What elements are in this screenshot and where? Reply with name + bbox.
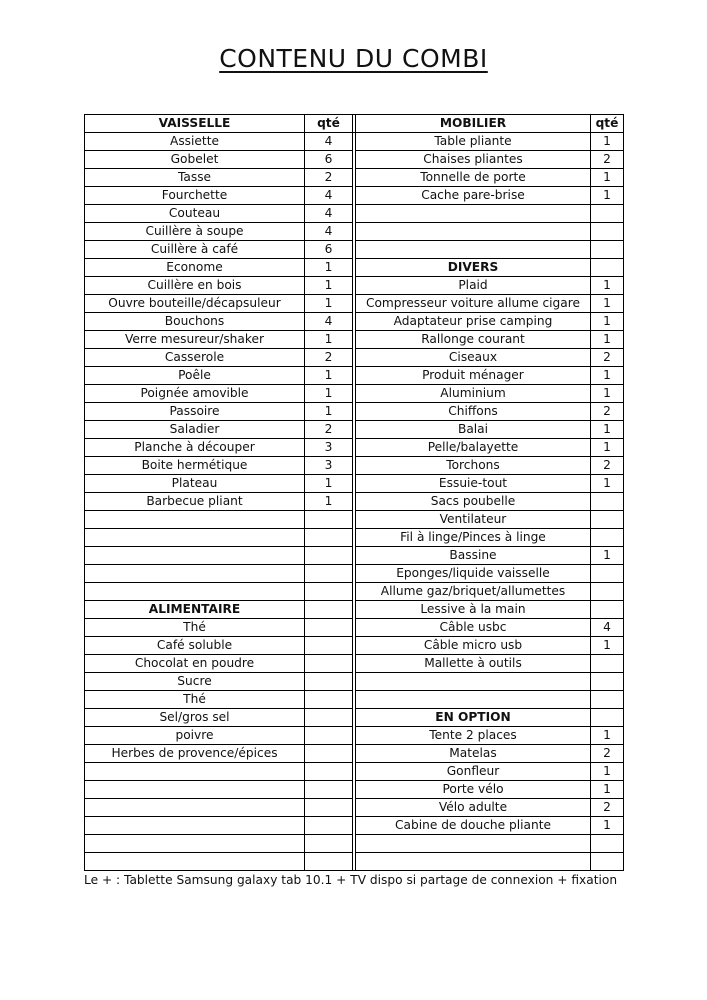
right-item-cell bbox=[356, 241, 591, 259]
left-qty-cell: 3 bbox=[305, 439, 353, 457]
table-row bbox=[85, 367, 624, 385]
table-row bbox=[85, 835, 624, 853]
right-item-cell bbox=[356, 223, 591, 241]
left-qty-cell bbox=[305, 673, 353, 691]
left-qty-cell: 2 bbox=[305, 421, 353, 439]
right-qty-cell bbox=[591, 241, 624, 259]
left-qty-cell bbox=[305, 583, 353, 601]
left-qty-cell bbox=[305, 853, 353, 871]
left-item-cell: Tasse bbox=[85, 169, 305, 187]
header-vaisselle: VAISSELLE bbox=[85, 115, 305, 133]
right-qty-cell: 1 bbox=[591, 475, 624, 493]
right-qty-cell bbox=[591, 259, 624, 277]
left-item-cell: Bouchons bbox=[85, 313, 305, 331]
table-row bbox=[85, 817, 624, 835]
left-item-cell: Fourchette bbox=[85, 187, 305, 205]
right-qty-cell: 2 bbox=[591, 349, 624, 367]
right-item-cell: Chaises pliantes bbox=[356, 151, 591, 169]
right-qty-cell: 1 bbox=[591, 385, 624, 403]
right-qty-cell: 1 bbox=[591, 439, 624, 457]
table-row bbox=[85, 853, 624, 871]
right-qty-cell: 1 bbox=[591, 727, 624, 745]
left-qty-cell: 1 bbox=[305, 259, 353, 277]
left-item-cell: Sel/gros sel bbox=[85, 709, 305, 727]
left-item-cell: Couteau bbox=[85, 205, 305, 223]
right-item-cell: Produit ménager bbox=[356, 367, 591, 385]
right-item-cell: Câble usbc bbox=[356, 619, 591, 637]
right-item-cell bbox=[356, 691, 591, 709]
left-qty-cell: 6 bbox=[305, 151, 353, 169]
right-qty-cell bbox=[591, 835, 624, 853]
table-row bbox=[85, 331, 624, 349]
table-row bbox=[85, 493, 624, 511]
right-item-cell: Table pliante bbox=[356, 133, 591, 151]
left-item-cell: Poignée amovible bbox=[85, 385, 305, 403]
right-qty-cell bbox=[591, 691, 624, 709]
right-qty-cell: 1 bbox=[591, 763, 624, 781]
right-item-cell: Sacs poubelle bbox=[356, 493, 591, 511]
left-item-cell: Casserole bbox=[85, 349, 305, 367]
left-item-cell: Boite hermétique bbox=[85, 457, 305, 475]
left-item-cell: Passoire bbox=[85, 403, 305, 421]
page-title: CONTENU DU COMBI bbox=[219, 44, 488, 73]
left-item-cell: Thé bbox=[85, 691, 305, 709]
right-item-cell: Eponges/liquide vaisselle bbox=[356, 565, 591, 583]
table-row bbox=[85, 601, 624, 619]
right-qty-cell: 1 bbox=[591, 169, 624, 187]
right-item-cell: Tonnelle de porte bbox=[356, 169, 591, 187]
table-row bbox=[85, 727, 624, 745]
table-row bbox=[85, 475, 624, 493]
table-row bbox=[85, 295, 624, 313]
right-qty-cell: 1 bbox=[591, 295, 624, 313]
left-item-cell: poivre bbox=[85, 727, 305, 745]
header-mobilier: MOBILIER bbox=[356, 115, 591, 133]
left-qty-cell: 1 bbox=[305, 295, 353, 313]
right-qty-cell bbox=[591, 709, 624, 727]
left-qty-cell bbox=[305, 601, 353, 619]
table-row bbox=[85, 223, 624, 241]
left-qty-cell: 4 bbox=[305, 223, 353, 241]
right-item-cell: Vélo adulte bbox=[356, 799, 591, 817]
table-row bbox=[85, 547, 624, 565]
footnote: Le + : Tablette Samsung galaxy tab 10.1 + TV dispo si partage de connexion + fixation bbox=[84, 873, 618, 887]
left-item-cell: Cuillère en bois bbox=[85, 277, 305, 295]
header-right-qty: qté bbox=[591, 115, 624, 133]
right-item-cell: Bassine bbox=[356, 547, 591, 565]
left-qty-cell bbox=[305, 511, 353, 529]
right-item-cell: Chiffons bbox=[356, 403, 591, 421]
left-item-cell bbox=[85, 529, 305, 547]
left-item-cell bbox=[85, 511, 305, 529]
right-qty-cell: 2 bbox=[591, 151, 624, 169]
table-row bbox=[85, 187, 624, 205]
right-qty-cell: 1 bbox=[591, 277, 624, 295]
right-qty-cell: 2 bbox=[591, 745, 624, 763]
right-item-cell bbox=[356, 835, 591, 853]
left-qty-cell: 4 bbox=[305, 187, 353, 205]
left-item-cell: Herbes de provence/épices bbox=[85, 745, 305, 763]
left-item-cell bbox=[85, 763, 305, 781]
right-item-cell: Allume gaz/briquet/allumettes bbox=[356, 583, 591, 601]
table-row bbox=[85, 781, 624, 799]
right-qty-cell: 4 bbox=[591, 619, 624, 637]
table-row bbox=[85, 421, 624, 439]
left-item-cell: Barbecue pliant bbox=[85, 493, 305, 511]
left-item-cell: ALIMENTAIRE bbox=[85, 601, 305, 619]
left-qty-cell: 3 bbox=[305, 457, 353, 475]
left-item-cell: Econome bbox=[85, 259, 305, 277]
left-item-cell: Planche à découper bbox=[85, 439, 305, 457]
left-item-cell: Thé bbox=[85, 619, 305, 637]
right-item-cell: Tente 2 places bbox=[356, 727, 591, 745]
table-row bbox=[85, 583, 624, 601]
left-qty-cell: 4 bbox=[305, 313, 353, 331]
right-qty-cell: 1 bbox=[591, 637, 624, 655]
right-item-cell: Essuie-tout bbox=[356, 475, 591, 493]
left-qty-cell bbox=[305, 709, 353, 727]
left-qty-cell: 1 bbox=[305, 385, 353, 403]
right-qty-cell: 1 bbox=[591, 187, 624, 205]
right-qty-cell bbox=[591, 601, 624, 619]
left-qty-cell bbox=[305, 763, 353, 781]
left-item-cell: Gobelet bbox=[85, 151, 305, 169]
header-row bbox=[85, 115, 624, 133]
left-item-cell bbox=[85, 799, 305, 817]
left-item-cell bbox=[85, 817, 305, 835]
left-qty-cell bbox=[305, 619, 353, 637]
right-qty-cell bbox=[591, 583, 624, 601]
table-row bbox=[85, 637, 624, 655]
left-qty-cell: 1 bbox=[305, 493, 353, 511]
right-item-cell: Cabine de douche pliante bbox=[356, 817, 591, 835]
left-item-cell: Chocolat en poudre bbox=[85, 655, 305, 673]
right-item-cell: Mallette à outils bbox=[356, 655, 591, 673]
right-item-cell: Plaid bbox=[356, 277, 591, 295]
left-qty-cell bbox=[305, 547, 353, 565]
right-item-cell: Cache pare-brise bbox=[356, 187, 591, 205]
left-qty-cell: 1 bbox=[305, 403, 353, 421]
left-qty-cell: 4 bbox=[305, 133, 353, 151]
left-item-cell bbox=[85, 583, 305, 601]
right-item-cell: Adaptateur prise camping bbox=[356, 313, 591, 331]
right-qty-cell bbox=[591, 673, 624, 691]
right-qty-cell bbox=[591, 565, 624, 583]
table-row bbox=[85, 763, 624, 781]
left-qty-cell bbox=[305, 799, 353, 817]
table-row bbox=[85, 691, 624, 709]
left-qty-cell bbox=[305, 817, 353, 835]
left-item-cell: Verre mesureur/shaker bbox=[85, 331, 305, 349]
right-qty-cell bbox=[591, 493, 624, 511]
table-row bbox=[85, 655, 624, 673]
table-row bbox=[85, 205, 624, 223]
table-row bbox=[85, 799, 624, 817]
right-qty-cell bbox=[591, 511, 624, 529]
right-qty-cell: 1 bbox=[591, 817, 624, 835]
right-item-cell: Aluminium bbox=[356, 385, 591, 403]
left-qty-cell: 1 bbox=[305, 367, 353, 385]
left-item-cell: Plateau bbox=[85, 475, 305, 493]
inventory-table bbox=[84, 114, 624, 871]
right-item-cell: Matelas bbox=[356, 745, 591, 763]
right-item-cell: Porte vélo bbox=[356, 781, 591, 799]
right-item-cell: Rallonge courant bbox=[356, 331, 591, 349]
left-qty-cell: 4 bbox=[305, 205, 353, 223]
right-qty-cell: 1 bbox=[591, 421, 624, 439]
right-item-cell: Ciseaux bbox=[356, 349, 591, 367]
right-qty-cell: 1 bbox=[591, 781, 624, 799]
left-qty-cell: 1 bbox=[305, 331, 353, 349]
right-qty-cell: 2 bbox=[591, 403, 624, 421]
left-qty-cell bbox=[305, 691, 353, 709]
right-item-cell bbox=[356, 853, 591, 871]
right-item-cell bbox=[356, 205, 591, 223]
left-qty-cell: 1 bbox=[305, 475, 353, 493]
right-item-cell bbox=[356, 673, 591, 691]
right-qty-cell: 2 bbox=[591, 799, 624, 817]
left-qty-cell bbox=[305, 727, 353, 745]
left-item-cell: Café soluble bbox=[85, 637, 305, 655]
left-item-cell: Cuillère à soupe bbox=[85, 223, 305, 241]
right-item-cell: DIVERS bbox=[356, 259, 591, 277]
left-item-cell: Poêle bbox=[85, 367, 305, 385]
left-item-cell: Cuillère à café bbox=[85, 241, 305, 259]
right-qty-cell bbox=[591, 223, 624, 241]
table-row bbox=[85, 673, 624, 691]
right-item-cell: Pelle/balayette bbox=[356, 439, 591, 457]
header-left-qty: qté bbox=[305, 115, 353, 133]
left-qty-cell bbox=[305, 745, 353, 763]
table-row bbox=[85, 349, 624, 367]
right-qty-cell bbox=[591, 529, 624, 547]
right-qty-cell: 1 bbox=[591, 331, 624, 349]
table-row bbox=[85, 709, 624, 727]
right-qty-cell: 1 bbox=[591, 547, 624, 565]
left-item-cell: Saladier bbox=[85, 421, 305, 439]
left-item-cell bbox=[85, 835, 305, 853]
left-qty-cell bbox=[305, 637, 353, 655]
table-row bbox=[85, 511, 624, 529]
table-row bbox=[85, 241, 624, 259]
right-qty-cell bbox=[591, 655, 624, 673]
table-row bbox=[85, 313, 624, 331]
right-qty-cell bbox=[591, 205, 624, 223]
table-row bbox=[85, 133, 624, 151]
right-item-cell: EN OPTION bbox=[356, 709, 591, 727]
table-row bbox=[85, 745, 624, 763]
left-qty-cell: 2 bbox=[305, 169, 353, 187]
table-row bbox=[85, 565, 624, 583]
left-qty-cell bbox=[305, 781, 353, 799]
table-row bbox=[85, 457, 624, 475]
right-qty-cell: 1 bbox=[591, 367, 624, 385]
left-item-cell: Ouvre bouteille/décapsuleur bbox=[85, 295, 305, 313]
right-qty-cell: 1 bbox=[591, 313, 624, 331]
table-row bbox=[85, 403, 624, 421]
left-item-cell: Sucre bbox=[85, 673, 305, 691]
table-row bbox=[85, 259, 624, 277]
left-qty-cell bbox=[305, 565, 353, 583]
left-item-cell bbox=[85, 547, 305, 565]
left-item-cell bbox=[85, 853, 305, 871]
left-qty-cell: 1 bbox=[305, 277, 353, 295]
left-qty-cell: 6 bbox=[305, 241, 353, 259]
table-body bbox=[85, 133, 624, 871]
table-row bbox=[85, 277, 624, 295]
right-qty-cell: 1 bbox=[591, 133, 624, 151]
right-item-cell: Compresseur voiture allume cigare bbox=[356, 295, 591, 313]
right-item-cell: Lessive à la main bbox=[356, 601, 591, 619]
table-row bbox=[85, 151, 624, 169]
table-row bbox=[85, 385, 624, 403]
left-qty-cell: 2 bbox=[305, 349, 353, 367]
left-qty-cell bbox=[305, 529, 353, 547]
right-qty-cell bbox=[591, 853, 624, 871]
right-item-cell: Balai bbox=[356, 421, 591, 439]
right-item-cell: Fil à linge/Pinces à linge bbox=[356, 529, 591, 547]
right-item-cell: Gonfleur bbox=[356, 763, 591, 781]
left-qty-cell bbox=[305, 655, 353, 673]
table-row bbox=[85, 169, 624, 187]
right-item-cell: Torchons bbox=[356, 457, 591, 475]
table-row bbox=[85, 619, 624, 637]
table-row bbox=[85, 529, 624, 547]
right-qty-cell: 2 bbox=[591, 457, 624, 475]
table-row bbox=[85, 439, 624, 457]
left-qty-cell bbox=[305, 835, 353, 853]
right-item-cell: Ventilateur bbox=[356, 511, 591, 529]
left-item-cell bbox=[85, 565, 305, 583]
left-item-cell: Assiette bbox=[85, 133, 305, 151]
left-item-cell bbox=[85, 781, 305, 799]
right-item-cell: Câble micro usb bbox=[356, 637, 591, 655]
